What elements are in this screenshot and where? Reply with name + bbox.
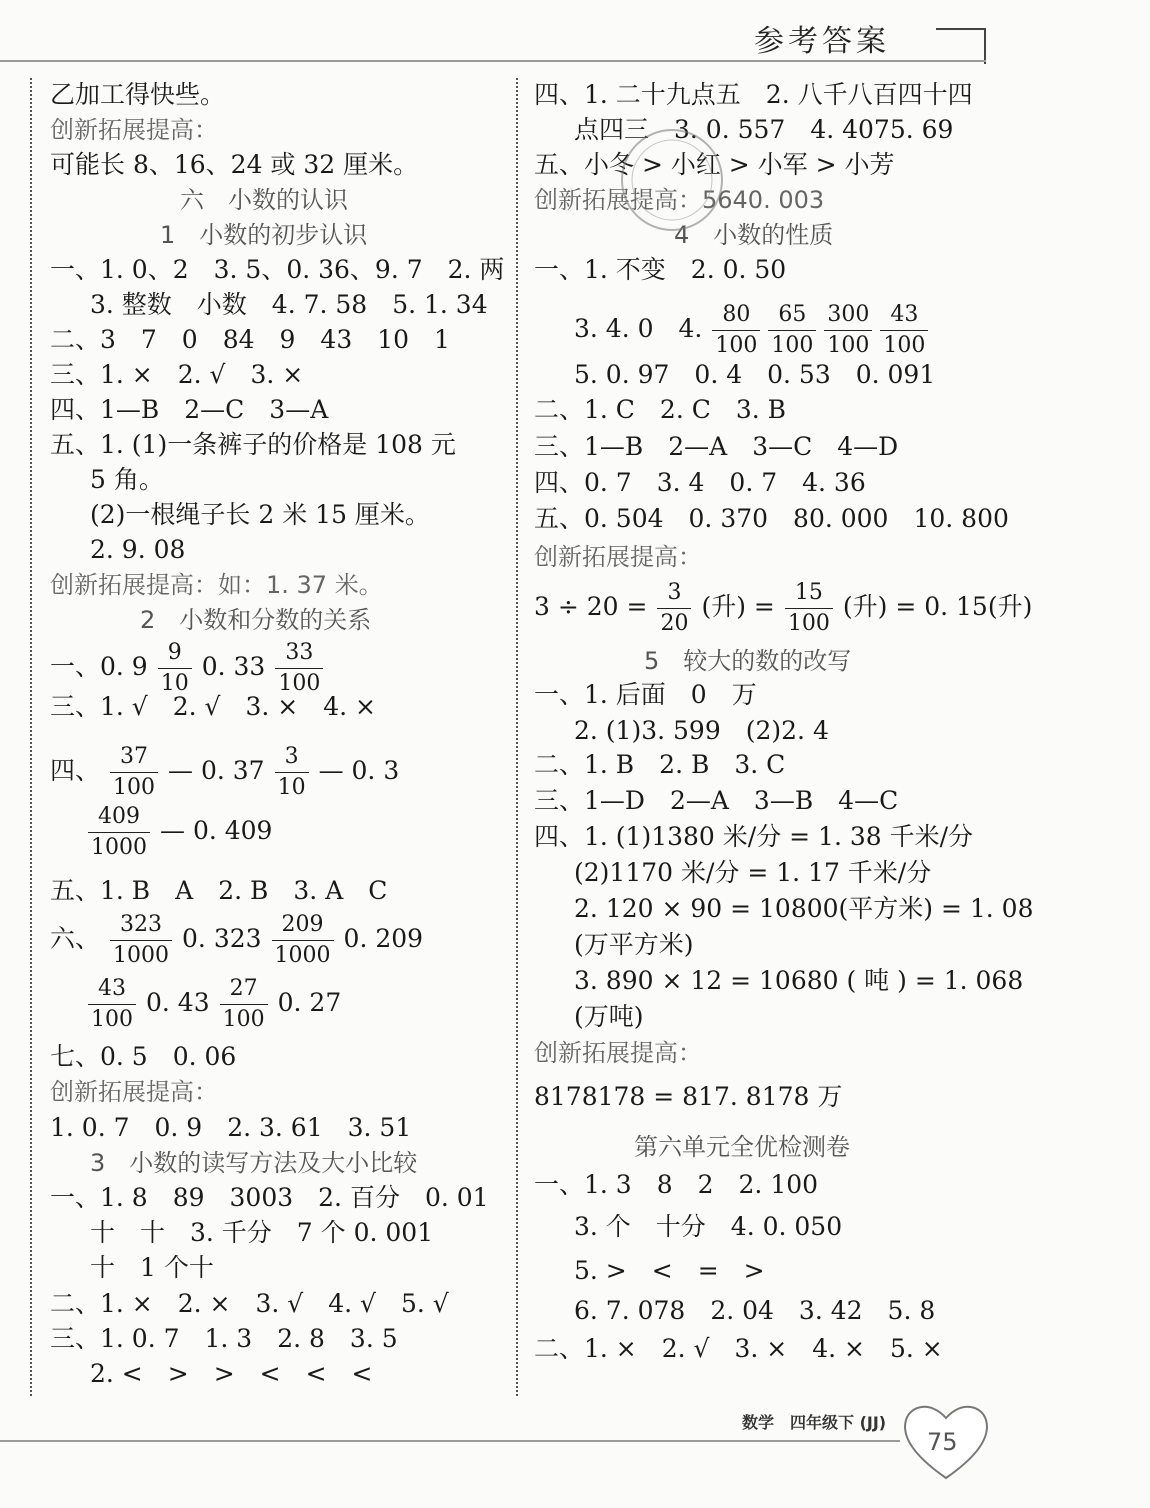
left-answer-line — [84, 288, 494, 322]
answer-text: 二、1. B 2. B 3. C — [534, 750, 786, 779]
left-answer-line — [44, 1181, 495, 1215]
fraction — [880, 300, 928, 361]
answer-text: 四、1. 二十九点五 2. 八千八百四十四 — [534, 80, 973, 109]
answer-text: 五、0. 504 0. 370 80. 000 10. 800 — [534, 504, 1009, 533]
section-note-heading: 创新拓展提高： — [534, 543, 702, 571]
fraction-denominator: 100 — [827, 333, 870, 358]
section-note-heading: 创新拓展提高：5640. 003 — [534, 186, 825, 214]
fraction-denominator: 100 — [883, 333, 926, 358]
section-note-heading: 创新拓展提高：如：1. 37 米。 — [50, 571, 383, 599]
right-answer-line — [638, 644, 857, 678]
left-answer-line — [44, 358, 309, 392]
column-divider — [516, 78, 518, 1396]
answer-text: — 0. 37 — [168, 756, 265, 785]
answer-text: 3. 个 十分 4. 0. 050 — [574, 1212, 843, 1241]
left-answer-line — [84, 1251, 220, 1285]
answer-text: 2. 120 × 90 = 10800(平方米) = 1. 08 — [574, 894, 1034, 923]
fraction-numerator: 3 — [275, 742, 309, 773]
right-answer-line — [568, 964, 1029, 998]
answer-text: 三、1. 0. 7 1. 3 2. 8 3. 5 — [50, 1324, 398, 1353]
left-answer-line — [84, 974, 347, 1035]
left-answer-line — [44, 253, 510, 287]
left-answer-line — [84, 498, 436, 532]
fraction-denominator: 100 — [787, 611, 830, 636]
left-margin-rule — [30, 78, 32, 1396]
fraction — [272, 910, 334, 971]
answer-text: (万吨) — [574, 1002, 644, 1031]
fraction-denominator: 1000 — [274, 943, 331, 968]
fraction — [110, 742, 158, 803]
left-answer-line — [44, 690, 382, 724]
left-answer-line — [44, 323, 456, 357]
answer-text: 2. 9. 08 — [90, 535, 186, 564]
right-answer-line — [568, 358, 941, 392]
answer-text: 二、3 7 0 84 9 43 10 1 — [50, 325, 450, 354]
answer-text: 二、1. C 2. C 3. B — [534, 395, 787, 424]
left-answer-line — [84, 1146, 423, 1180]
right-answer-line — [528, 466, 872, 500]
page-header — [740, 14, 986, 60]
fraction-denominator: 1000 — [91, 835, 147, 860]
right-answer-line — [528, 1332, 949, 1366]
left-answer-line — [44, 78, 231, 112]
left-answer-line — [174, 183, 354, 217]
answer-text: 三、1. √ 2. √ 3. × 4. × — [50, 692, 376, 721]
right-answer-line — [528, 1036, 708, 1070]
answer-text: — 0. 3 — [318, 756, 400, 785]
answer-text: 可能长 8、16、24 或 32 厘米。 — [50, 150, 419, 179]
answer-text: 3. 4. 0 4. — [574, 314, 703, 343]
right-answer-line — [528, 820, 979, 854]
right-answer-line — [568, 856, 937, 890]
right-answer-line — [528, 1080, 848, 1114]
right-answer-line — [528, 784, 904, 818]
answer-text: — 0. 409 — [160, 816, 273, 845]
fraction-denominator: 100 — [278, 671, 321, 696]
answer-text: 一、1. 后面 0 万 — [534, 680, 757, 709]
section-title: 3 小数的读写方法及大小比较 — [90, 1149, 418, 1177]
answer-text: 0. 209 — [343, 924, 424, 953]
section-note-heading: 创新拓展提高： — [534, 1039, 702, 1067]
fraction — [768, 300, 816, 361]
section-title: 2 小数和分数的关系 — [140, 606, 372, 634]
answer-text: 0. 33 — [201, 652, 266, 681]
fraction-numerator: 209 — [272, 910, 334, 941]
left-answer-line — [44, 568, 389, 602]
answer-text: 五、小冬 > 小红 > 小军 > 小芳 — [534, 150, 895, 179]
answer-text: 六、 — [50, 924, 101, 953]
answer-text: 2. < > > < < < — [90, 1359, 373, 1388]
right-answer-line — [568, 928, 700, 962]
section-title: 第六单元全优检测卷 — [634, 1133, 850, 1161]
fraction — [712, 300, 760, 361]
fraction — [220, 974, 268, 1035]
left-answer-line — [44, 113, 224, 147]
fraction-denominator: 100 — [771, 333, 814, 358]
right-answer-line — [528, 430, 904, 464]
fraction-numerator: 43 — [88, 974, 136, 1005]
fraction-denominator: 100 — [222, 1007, 265, 1032]
answer-text: 6. 7. 078 2. 04 3. 42 5. 8 — [574, 1296, 936, 1325]
answer-text: 十 1 个十 — [90, 1253, 214, 1282]
answer-text: 5. > < = > — [574, 1256, 765, 1285]
answer-text: 一、1. 0、2 3. 5、0. 36、9. 7 2. 两 — [50, 255, 505, 284]
left-answer-line — [44, 1287, 455, 1321]
fraction — [275, 742, 309, 803]
left-answer-line — [44, 1040, 242, 1074]
answer-text: 5 角。 — [90, 465, 164, 494]
right-answer-line — [528, 678, 763, 712]
left-answer-line — [44, 1075, 224, 1109]
right-answer-line — [528, 540, 708, 574]
fraction-denominator: 100 — [715, 333, 758, 358]
answer-text: 二、1. × 2. × 3. √ 4. √ 5. √ — [50, 1289, 449, 1318]
right-answer-line — [528, 502, 1015, 536]
header-ornament — [936, 28, 986, 64]
answer-text: 一、1. 8 89 3003 2. 百分 0. 01 — [50, 1183, 489, 1212]
right-answer-line — [528, 748, 791, 782]
answer-text: (升) = 0. 15(升) — [842, 592, 1033, 621]
answer-text: 四、1. (1)1380 米/分 = 1. 38 千米/分 — [534, 822, 974, 851]
left-answer-line — [154, 218, 373, 252]
answer-text: (万平方米) — [574, 930, 694, 959]
section-title: 5 较大的数的改写 — [644, 647, 852, 675]
footer-rule — [0, 1440, 900, 1442]
answer-text: 乙加工得快些。 — [50, 80, 226, 109]
answer-text: 四、1—B 2—C 3—A — [50, 395, 329, 424]
left-answer-line — [44, 874, 393, 908]
section-note-heading: 创新拓展提高： — [50, 116, 218, 144]
left-answer-line — [84, 802, 278, 863]
answer-text: 五、1. B A 2. B 3. A C — [50, 876, 388, 905]
left-answer-line — [84, 1357, 378, 1391]
answer-text: 5. 0. 97 0. 4 0. 53 0. 091 — [574, 360, 936, 389]
fraction-numerator: 43 — [880, 300, 928, 331]
answer-text: 0. 43 — [146, 988, 210, 1017]
left-answer-line — [44, 148, 424, 182]
right-answer-line — [568, 714, 835, 748]
fraction-numerator: 33 — [275, 638, 323, 669]
fraction-numerator: 65 — [768, 300, 816, 331]
header-rule — [0, 60, 986, 62]
right-answer-line — [528, 1168, 824, 1202]
fraction — [657, 578, 691, 639]
fraction-denominator: 10 — [160, 671, 189, 696]
fraction-denominator: 100 — [91, 1007, 133, 1032]
fraction-numerator: 3 — [657, 578, 691, 609]
fraction — [110, 910, 172, 971]
answer-text: 0. 27 — [277, 988, 342, 1017]
left-answer-line — [84, 1216, 439, 1250]
fraction-numerator: 323 — [110, 910, 172, 941]
answer-text: 十 十 3. 千分 7 个 0. 001 — [90, 1218, 434, 1247]
right-answer-line — [568, 300, 932, 361]
page-title: 参考答案 — [754, 24, 890, 59]
section-title: 1 小数的初步认识 — [160, 221, 368, 249]
fraction-denominator: 20 — [660, 611, 689, 636]
answer-text: 8178178 = 817. 8178 万 — [534, 1082, 843, 1111]
fraction-numerator: 9 — [158, 638, 192, 669]
right-answer-line — [528, 393, 792, 427]
left-answer-line — [44, 910, 429, 971]
fraction — [824, 300, 872, 361]
right-answer-line — [528, 253, 792, 287]
stamp-watermark-icon — [612, 120, 732, 240]
fraction-numerator: 15 — [785, 578, 833, 609]
section-title: 4 小数的性质 — [674, 221, 834, 249]
answer-text: 三、1—D 2—A 3—B 4—C — [534, 786, 899, 815]
answer-text: 3. 890 × 12 = 10680 ( 吨 ) = 1. 068 — [574, 966, 1024, 995]
left-answer-line — [84, 463, 170, 497]
footer-subject: 数学 四年级下 (JJ) — [742, 1413, 887, 1432]
section-note-heading: 创新拓展提高： — [50, 1078, 218, 1106]
answer-text: 一、1. 3 8 2 2. 100 — [534, 1170, 819, 1199]
left-answer-line — [44, 1322, 404, 1356]
answer-text: 二、1. × 2. √ 3. × 4. × 5. × — [534, 1334, 943, 1363]
fraction-denominator: 10 — [277, 775, 306, 800]
answer-text: 三、1. × 2. √ 3. × — [50, 360, 304, 389]
left-answer-line — [84, 533, 191, 567]
right-answer-line — [628, 1130, 856, 1164]
answer-text: 3. 整数 小数 4. 7. 58 5. 1. 34 — [90, 290, 488, 319]
fraction-numerator: 37 — [110, 742, 158, 773]
answer-text: 0. 323 — [182, 924, 262, 953]
left-answer-line — [44, 1111, 417, 1145]
answer-text: 1. 0. 7 0. 9 2. 3. 61 3. 51 — [50, 1113, 412, 1142]
answer-text: (2)1170 米/分 = 1. 17 千米/分 — [574, 858, 932, 887]
answer-text: 2. (1)3. 599 (2)2. 4 — [574, 716, 829, 745]
right-answer-line — [568, 892, 1040, 926]
right-answer-line — [568, 1210, 848, 1244]
fraction — [88, 974, 136, 1035]
fraction-numerator: 409 — [88, 802, 150, 833]
answer-text: 五、1. (1)一条裤子的价格是 108 元 — [50, 430, 456, 459]
left-answer-line — [44, 742, 405, 803]
answer-text: 七、0. 5 0. 06 — [50, 1042, 237, 1071]
right-answer-line — [568, 1000, 650, 1034]
right-answer-line — [528, 578, 1038, 639]
left-answer-line — [44, 393, 334, 427]
section-title: 六 小数的认识 — [180, 186, 348, 214]
fraction-denominator: 1000 — [113, 943, 170, 968]
left-answer-line — [44, 428, 462, 462]
left-answer-line — [134, 603, 377, 637]
answer-text: 四、 — [50, 756, 101, 785]
page-number: 75 — [927, 1428, 958, 1456]
answer-text: 一、1. 不变 2. 0. 50 — [534, 255, 787, 284]
answer-text: 一、0. 9 — [50, 652, 148, 681]
fraction — [785, 578, 833, 639]
right-answer-line — [568, 1294, 941, 1328]
fraction-denominator: 100 — [113, 775, 156, 800]
answer-text: (2)一根绳子长 2 米 15 厘米。 — [90, 500, 430, 529]
answer-text: 点四三 3. 0. 557 4. 4075. 69 — [574, 115, 954, 144]
fraction-numerator: 300 — [824, 300, 872, 331]
fraction-numerator: 80 — [712, 300, 760, 331]
answer-text: 四、0. 7 3. 4 0. 7 4. 36 — [534, 468, 866, 497]
answer-text: 3 ÷ 20 = — [534, 592, 648, 621]
right-answer-line — [528, 78, 979, 112]
fraction-numerator: 27 — [220, 974, 268, 1005]
answer-text: (升) = — [701, 592, 775, 621]
answer-text: 三、1—B 2—A 3—C 4—D — [534, 432, 899, 461]
fraction — [88, 802, 150, 863]
right-answer-line — [568, 1254, 771, 1288]
